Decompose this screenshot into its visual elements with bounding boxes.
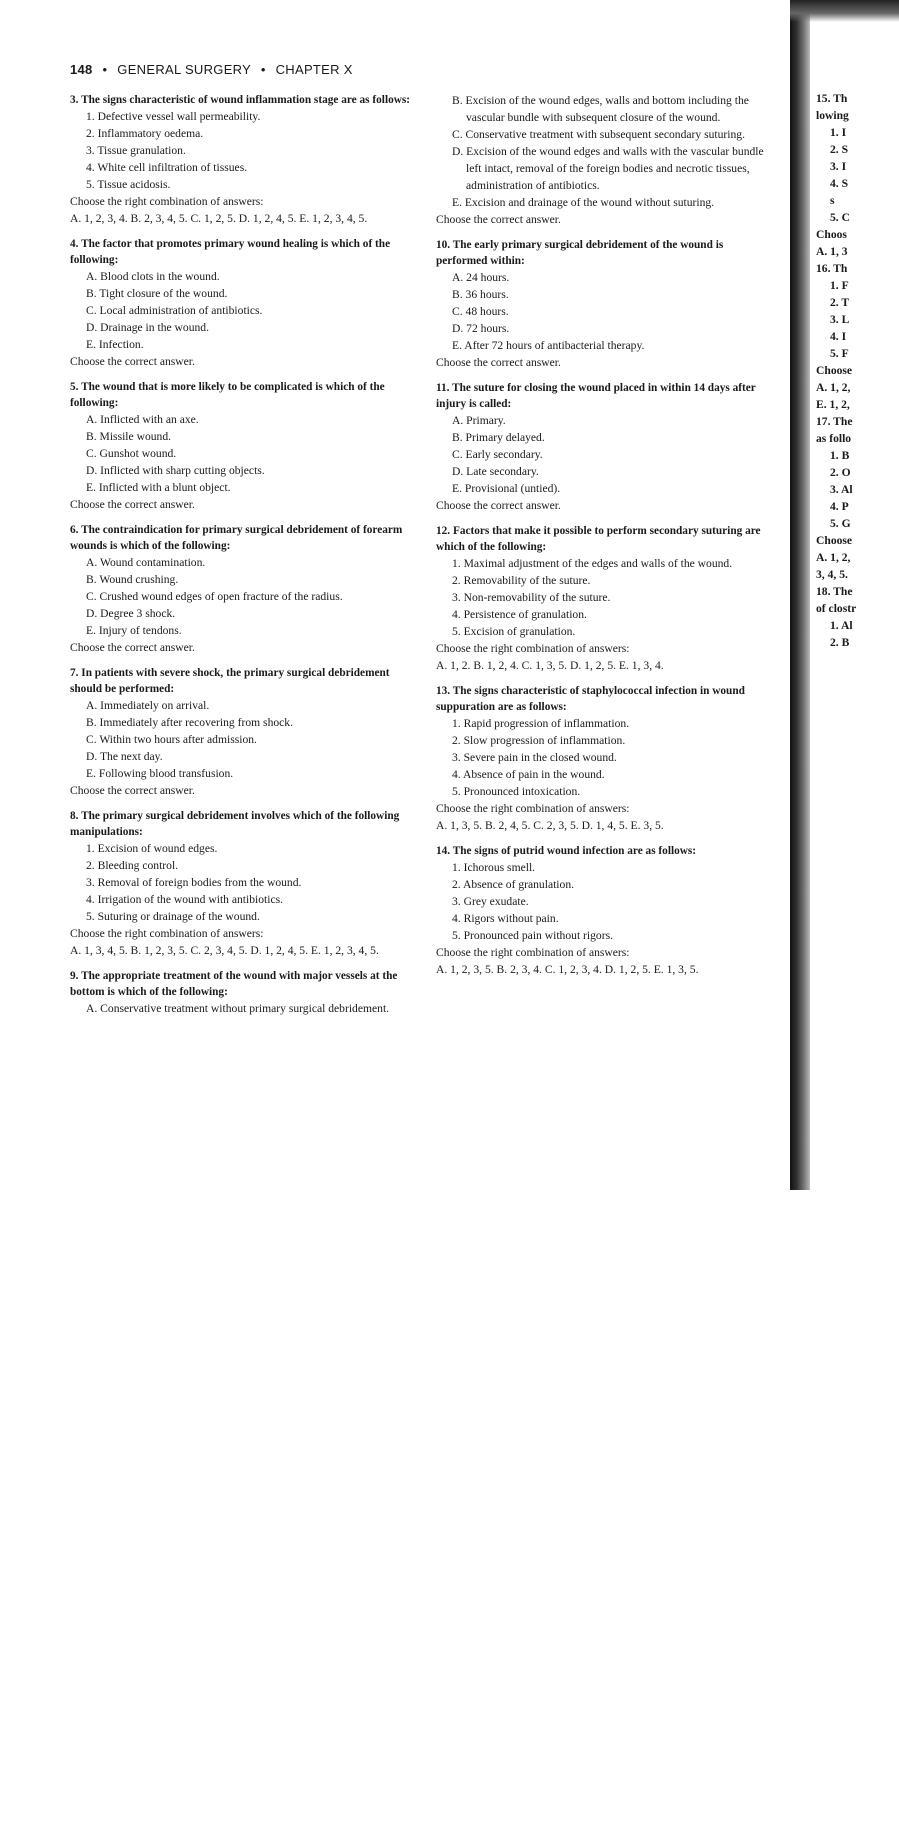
middle-column (436, 92, 776, 987)
answer-option: 2. Absence of granulation. (452, 878, 575, 891)
header-bullet: • (102, 62, 108, 77)
adjacent-page-fragment: A. 1, 2, (816, 381, 851, 394)
answer-combinations: A. 1, 2, 3, 5. B. 2, 3, 4. C. 1, 2, 3, 4. D. 1, 2, 5. E. 1, 3, 5. (436, 963, 699, 976)
answer-option: B. Immediately after recovering from shock. (86, 716, 294, 729)
adjacent-page-fragment: 17. The (816, 415, 853, 428)
question-heading: 13. The signs characteristic of staphylococcal infection in wound suppuration are as follows: (436, 685, 745, 713)
adjacent-page-fragment: 3, 4, 5. (816, 568, 848, 581)
answer-option: 3. Tissue granulation. (86, 144, 186, 157)
answer-combinations: A. 1, 3, 4, 5. B. 1, 2, 3, 5. C. 2, 3, 4, 5. D. 1, 2, 4, 5. E. 1, 2, 3, 4, 5. (70, 944, 379, 957)
question-heading: 5. The wound that is more likely to be complicated is which of the following: (70, 381, 385, 409)
answer-option: 3. Severe pain in the closed wound. (452, 751, 617, 764)
answer-option: 4. Absence of pain in the wound. (452, 768, 605, 781)
answer-instruction: Choose the correct answer. (70, 641, 195, 654)
answer-instruction: Choose the correct answer. (70, 498, 195, 511)
answer-option: 4. Persistence of granulation. (452, 608, 587, 621)
adjacent-page-fragment: A. 1, 2, (816, 551, 851, 564)
answer-instruction: Choose the correct answer. (436, 213, 561, 226)
binding-shadow-top (790, 0, 899, 22)
adjacent-page-fragment: A. 1, 3 (816, 245, 848, 258)
question-q6 (70, 522, 412, 656)
answer-option: D. Late secondary. (452, 465, 539, 478)
adjacent-page-fragment: 4. P (830, 500, 849, 513)
adjacent-page-edge (790, 0, 899, 1190)
answer-option: A. Conservative treatment without primary surgical debridement. (86, 1002, 390, 1015)
answer-option: 1. Rapid progression of inflammation. (452, 717, 630, 730)
answer-option: 1. Excision of wound edges. (86, 842, 218, 855)
answer-option: 2. Inflammatory oedema. (86, 127, 204, 140)
adjacent-page-fragment: s (830, 194, 835, 207)
answer-option: B. Tight closure of the wound. (86, 287, 228, 300)
header-bullet: • (260, 62, 266, 77)
adjacent-page-fragment: 2. T (830, 296, 850, 309)
question-heading: 12. Factors that make it possible to perform secondary suturing are which of the following: (436, 525, 761, 553)
chapter-title: CHAPTER X (275, 62, 353, 77)
adjacent-page-fragment: Choose (816, 534, 853, 547)
answer-option: 4. Rigors without pain. (452, 912, 559, 925)
question-q12 (436, 523, 776, 674)
answer-option: C. Gunshot wound. (86, 447, 177, 460)
answer-option: 5. Tissue acidosis. (86, 178, 171, 191)
answer-option: A. 24 hours. (452, 271, 510, 284)
answer-option: 5. Pronounced intoxication. (452, 785, 581, 798)
adjacent-page-fragment: 3. I (830, 160, 847, 173)
question-q8 (70, 808, 412, 959)
answer-instruction: Choose the right combination of answers: (70, 927, 264, 940)
question-heading: 3. The signs characteristic of wound inflammation stage are as follows: (70, 94, 411, 106)
adjacent-page-fragment: 2. S (830, 143, 849, 156)
answer-option: 5. Suturing or drainage of the wound. (86, 910, 260, 923)
answer-option: D. The next day. (86, 750, 163, 763)
answer-option: C. Local administration of antibiotics. (86, 304, 263, 317)
answer-option: C. Crushed wound edges of open fracture of the radius. (86, 590, 343, 603)
binding-shadow (790, 0, 810, 1190)
question-q10 (436, 237, 776, 371)
answer-option: E. Following blood transfusion. (86, 767, 234, 780)
question-heading: 9. The appropriate treatment of the wound with major vessels at the bottom is which of the following: (70, 970, 398, 998)
answer-option: C. Early secondary. (452, 448, 543, 461)
question-heading: 6. The contraindication for primary surgical debridement of forearm wounds is which of the following: (70, 524, 403, 552)
adjacent-page-fragment: Choose (816, 364, 853, 377)
answer-combinations: A. 1, 2. B. 1, 2, 4. C. 1, 3, 5. D. 1, 2, 5. E. 1, 3, 4. (436, 659, 664, 672)
adjacent-page-fragment: 2. B (830, 636, 850, 649)
adjacent-page-fragment: 1. B (830, 449, 850, 462)
question-q7 (70, 665, 412, 799)
answer-option: B. Wound crushing. (86, 573, 179, 586)
adjacent-page-fragment: 4. I (830, 330, 847, 343)
answer-option: D. Drainage in the wound. (86, 321, 209, 334)
adjacent-page-fragment: 16. Th (816, 262, 848, 275)
answer-option: 2. Slow progression of inflammation. (452, 734, 626, 747)
answer-option: 3. Grey exudate. (452, 895, 529, 908)
adjacent-page-fragment: 4. S (830, 177, 849, 190)
answer-option: D. Degree 3 shock. (86, 607, 176, 620)
answer-option: C. Within two hours after admission. (86, 733, 257, 746)
answer-option: 1. Defective vessel wall permeability. (86, 110, 261, 123)
adjacent-page-fragment: E. 1, 2, (816, 398, 850, 411)
adjacent-page-fragments (816, 90, 896, 651)
answer-instruction: Choose the correct answer. (70, 784, 195, 797)
answer-option: A. Primary. (452, 414, 506, 427)
answer-option: E. Inflicted with a blunt object. (86, 481, 231, 494)
answer-combinations: A. 1, 2, 3, 4. B. 2, 3, 4, 5. C. 1, 2, 5. D. 1, 2, 4, 5. E. 1, 2, 3, 4, 5. (70, 212, 368, 225)
page-header (70, 62, 353, 77)
adjacent-page-fragment: 1. F (830, 279, 849, 292)
answer-instruction: Choose the correct answer. (436, 499, 561, 512)
question-q14 (436, 843, 776, 978)
answer-option: A. Blood clots in the wound. (86, 270, 220, 283)
answer-option: E. Infection. (86, 338, 144, 351)
answer-option: E. After 72 hours of antibacterial therapy. (452, 339, 645, 352)
question-heading: 11. The suture for closing the wound placed in within 14 days after injury is called: (436, 382, 756, 410)
answer-option: B. 36 hours. (452, 288, 509, 301)
question-q4 (70, 236, 412, 370)
page-number: 148 (70, 62, 93, 77)
answer-option: A. Wound contamination. (86, 556, 206, 569)
answer-option: A. Inflicted with an axe. (86, 413, 199, 426)
adjacent-page-fragment: 18. The (816, 585, 853, 598)
answer-option: 4. Irrigation of the wound with antibiotics. (86, 893, 284, 906)
adjacent-page-fragment: Choos (816, 228, 847, 241)
answer-option: 1. Maximal adjustment of the edges and walls of the wound. (452, 557, 733, 570)
adjacent-page-fragment: 15. Th (816, 92, 848, 105)
section-title: GENERAL SURGERY (117, 62, 251, 77)
answer-option: C. Conservative treatment with subsequent secondary suturing. (452, 128, 746, 141)
question-heading: 7. In patients with severe shock, the primary surgical debridement should be performed: (70, 667, 390, 695)
answer-instruction: Choose the right combination of answers: (436, 946, 630, 959)
answer-option: B. Primary delayed. (452, 431, 545, 444)
answer-option: D. Inflicted with sharp cutting objects. (86, 464, 265, 477)
question-q11 (436, 380, 776, 514)
adjacent-page-fragment: lowing (816, 109, 849, 122)
adjacent-page-fragment: 1. Al (830, 619, 853, 632)
answer-option: 1. Ichorous smell. (452, 861, 536, 874)
answer-option: 2. Bleeding control. (86, 859, 179, 872)
adjacent-page-fragment: 3. Al (830, 483, 853, 496)
answer-instruction: Choose the correct answer. (70, 355, 195, 368)
question-q3 (70, 92, 412, 227)
adjacent-page-fragment: 5. F (830, 347, 849, 360)
answer-option: B. Excision of the wound edges, walls and bottom including the vascular bundle with subsequent closure of the wound. (452, 94, 749, 124)
adjacent-page-fragment: as follo (816, 432, 852, 445)
question-q13 (436, 683, 776, 834)
answer-option: 2. Removability of the suture. (452, 574, 591, 587)
answer-instruction: Choose the right combination of answers: (436, 802, 630, 815)
adjacent-page-fragment: 5. C (830, 211, 850, 224)
answer-option: D. Excision of the wound edges and walls with the vascular bundle left intact, removal of the foreign bodies and necrotic tissues, administration of antibiotics. (452, 145, 764, 192)
answer-option: E. Provisional (untied). (452, 482, 561, 495)
answer-option: 4. White cell infiltration of tissues. (86, 161, 248, 174)
answer-option: C. 48 hours. (452, 305, 509, 318)
question-q9-cont (436, 92, 776, 228)
answer-option: E. Injury of tendons. (86, 624, 182, 637)
answer-instruction: Choose the right combination of answers: (70, 195, 264, 208)
question-heading: 8. The primary surgical debridement involves which of the following manipulations: (70, 810, 400, 838)
left-column (70, 92, 412, 1026)
adjacent-page-fragment: 2. O (830, 466, 851, 479)
question-heading: 14. The signs of putrid wound infection are as follows: (436, 845, 697, 857)
answer-option: 5. Excision of granulation. (452, 625, 576, 638)
answer-instruction: Choose the right combination of answers: (436, 642, 630, 655)
adjacent-page-fragment: of clostr (816, 602, 857, 615)
answer-option: 3. Non-removability of the suture. (452, 591, 611, 604)
question-heading: 10. The early primary surgical debridement of the wound is performed within: (436, 239, 724, 267)
answer-combinations: A. 1, 3, 5. B. 2, 4, 5. C. 2, 3, 5. D. 1, 4, 5. E. 3, 5. (436, 819, 664, 832)
question-q9 (70, 968, 412, 1017)
answer-option: E. Excision and drainage of the wound without suturing. (452, 196, 715, 209)
adjacent-page-fragment: 3. L (830, 313, 850, 326)
answer-option: A. Immediately on arrival. (86, 699, 210, 712)
answer-option: B. Missile wound. (86, 430, 172, 443)
adjacent-page-fragment: 1. I (830, 126, 847, 139)
question-heading: 4. The factor that promotes primary wound healing is which of the following: (70, 238, 391, 266)
answer-instruction: Choose the correct answer. (436, 356, 561, 369)
adjacent-page-fragment: 5. G (830, 517, 851, 530)
answer-option: 3. Removal of foreign bodies from the wound. (86, 876, 302, 889)
question-q5 (70, 379, 412, 513)
answer-option: 5. Pronounced pain without rigors. (452, 929, 614, 942)
answer-option: D. 72 hours. (452, 322, 510, 335)
